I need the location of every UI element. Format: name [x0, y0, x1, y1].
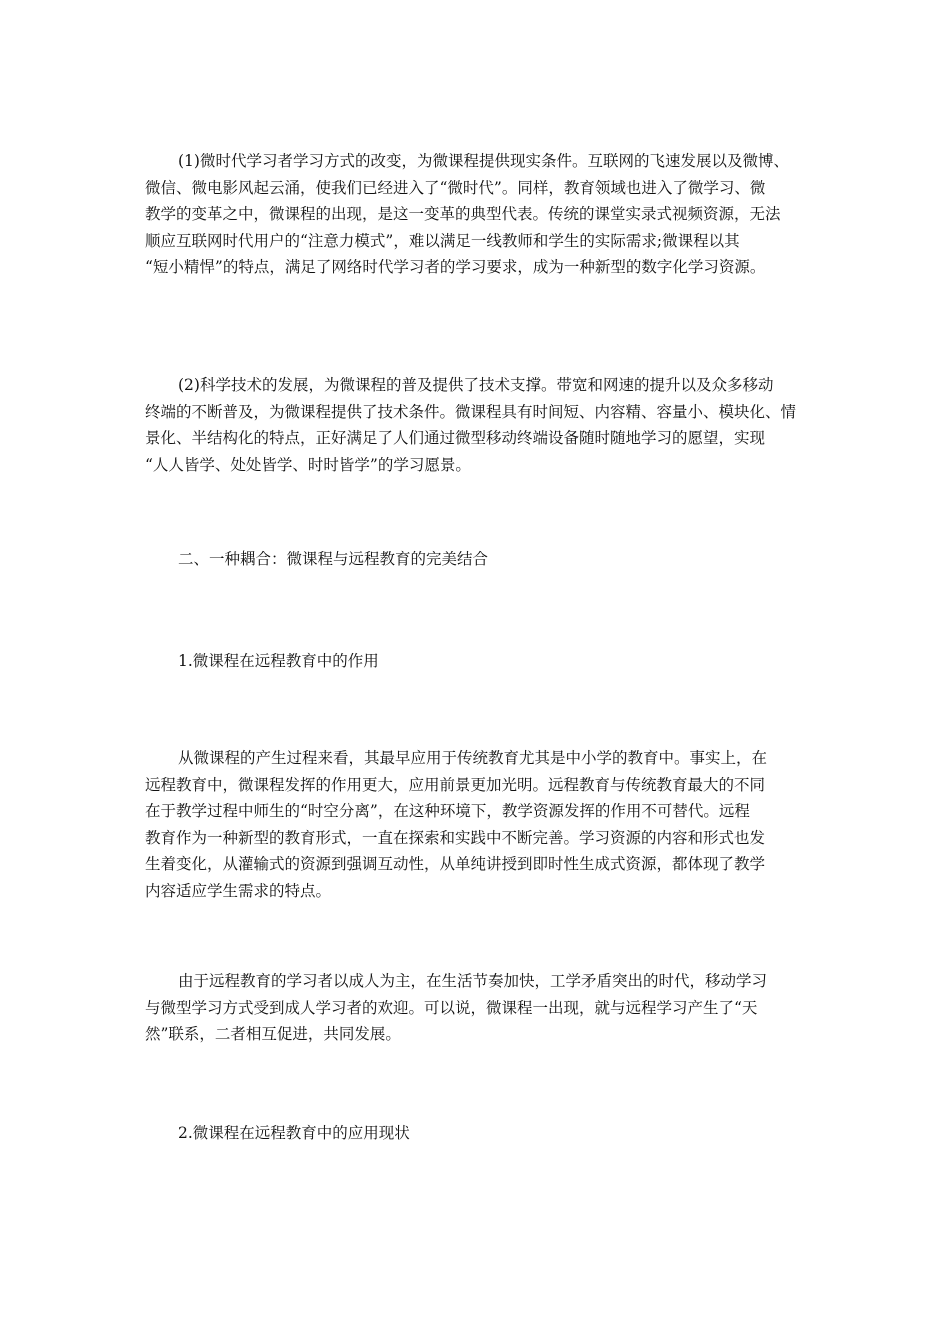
heading-text: 1.微课程在远程教育中的作用	[178, 652, 379, 670]
paragraph-line: 内容适应学生需求的特点。	[145, 881, 332, 900]
paragraph-line: 在于教学过程中师生的“时空分离”，在这种环境下，教学资源发挥的作用不可替代。远程	[145, 802, 750, 820]
paragraph-line: 从微课程的产生过程来看，其最早应用于传统教育尤其是中小学的教育中。事实上，在	[178, 749, 768, 767]
paragraph-line: 微信、微电影风起云涌，使我们已经进入了“微时代”。同样，教育领域也进入了微学习、微	[145, 178, 766, 197]
paragraph-origin	[145, 745, 810, 904]
subsection-heading-role	[145, 648, 810, 675]
paragraph-line: 与微型学习方式受到成人学习者的欢迎。可以说，微课程一出现，就与远程学习产生了“天	[145, 998, 758, 1017]
paragraph-line: “短小精悍”的特点，满足了网络时代学习者的学习要求，成为一种新型的数字化学习资源。	[145, 258, 766, 276]
paragraph-line: 教学的变革之中，微课程的出现，是这一变革的典型代表。传统的课堂实录式视频资源，无法	[145, 205, 781, 223]
paragraph-adult-learners	[145, 968, 810, 1048]
paragraph-line: 顺应互联网时代用户的“注意力模式”，难以满足一线教师和学生的实际需求;微课程以其	[145, 231, 740, 250]
section-heading	[145, 546, 810, 573]
paragraph-line: 教育作为一种新型的教育形式，一直在探索和实践中不断完善。学习资源的内容和形式也发	[145, 828, 766, 847]
subsection-heading-status	[145, 1120, 810, 1147]
heading-text: 二、一种耦合：微课程与远程教育的完美结合	[178, 550, 489, 568]
paragraph-line: 由于远程教育的学习者以成人为主，在生活节奏加快，工学矛盾突出的时代，移动学习	[178, 972, 768, 990]
paragraph-line: 生着变化，从灌输式的资源到强调互动性，从单纯讲授到即时性生成式资源，都体现了教学	[145, 855, 766, 873]
paragraph-line: 然”联系，二者相互促进，共同发展。	[145, 1025, 401, 1043]
heading-text: 2.微课程在远程教育中的应用现状	[178, 1124, 410, 1142]
paragraph-technology	[145, 372, 810, 478]
paragraph-line: 终端的不断普及，为微课程提供了技术条件。微课程具有时间短、内容精、容量小、模块化、情	[145, 402, 797, 421]
paragraph-line: 远程教育中，微课程发挥的作用更大，应用前景更加光明。远程教育与传统教育最大的不同	[145, 775, 766, 794]
paragraph-line: (1)微时代学习者学习方式的改变，为微课程提供现实条件。互联网的飞速发展以及微博、	[178, 152, 789, 170]
paragraph-micro-era	[145, 148, 810, 281]
paragraph-line: “人人皆学、处处皆学、时时皆学”的学习愿景。	[145, 455, 471, 474]
paragraph-line: 景化、半结构化的特点，正好满足了人们通过微型移动终端设备随时随地学习的愿望，实现	[145, 429, 766, 447]
paragraph-line: (2)科学技术的发展，为微课程的普及提供了技术支撑。带宽和网速的提升以及众多移动	[178, 376, 774, 394]
